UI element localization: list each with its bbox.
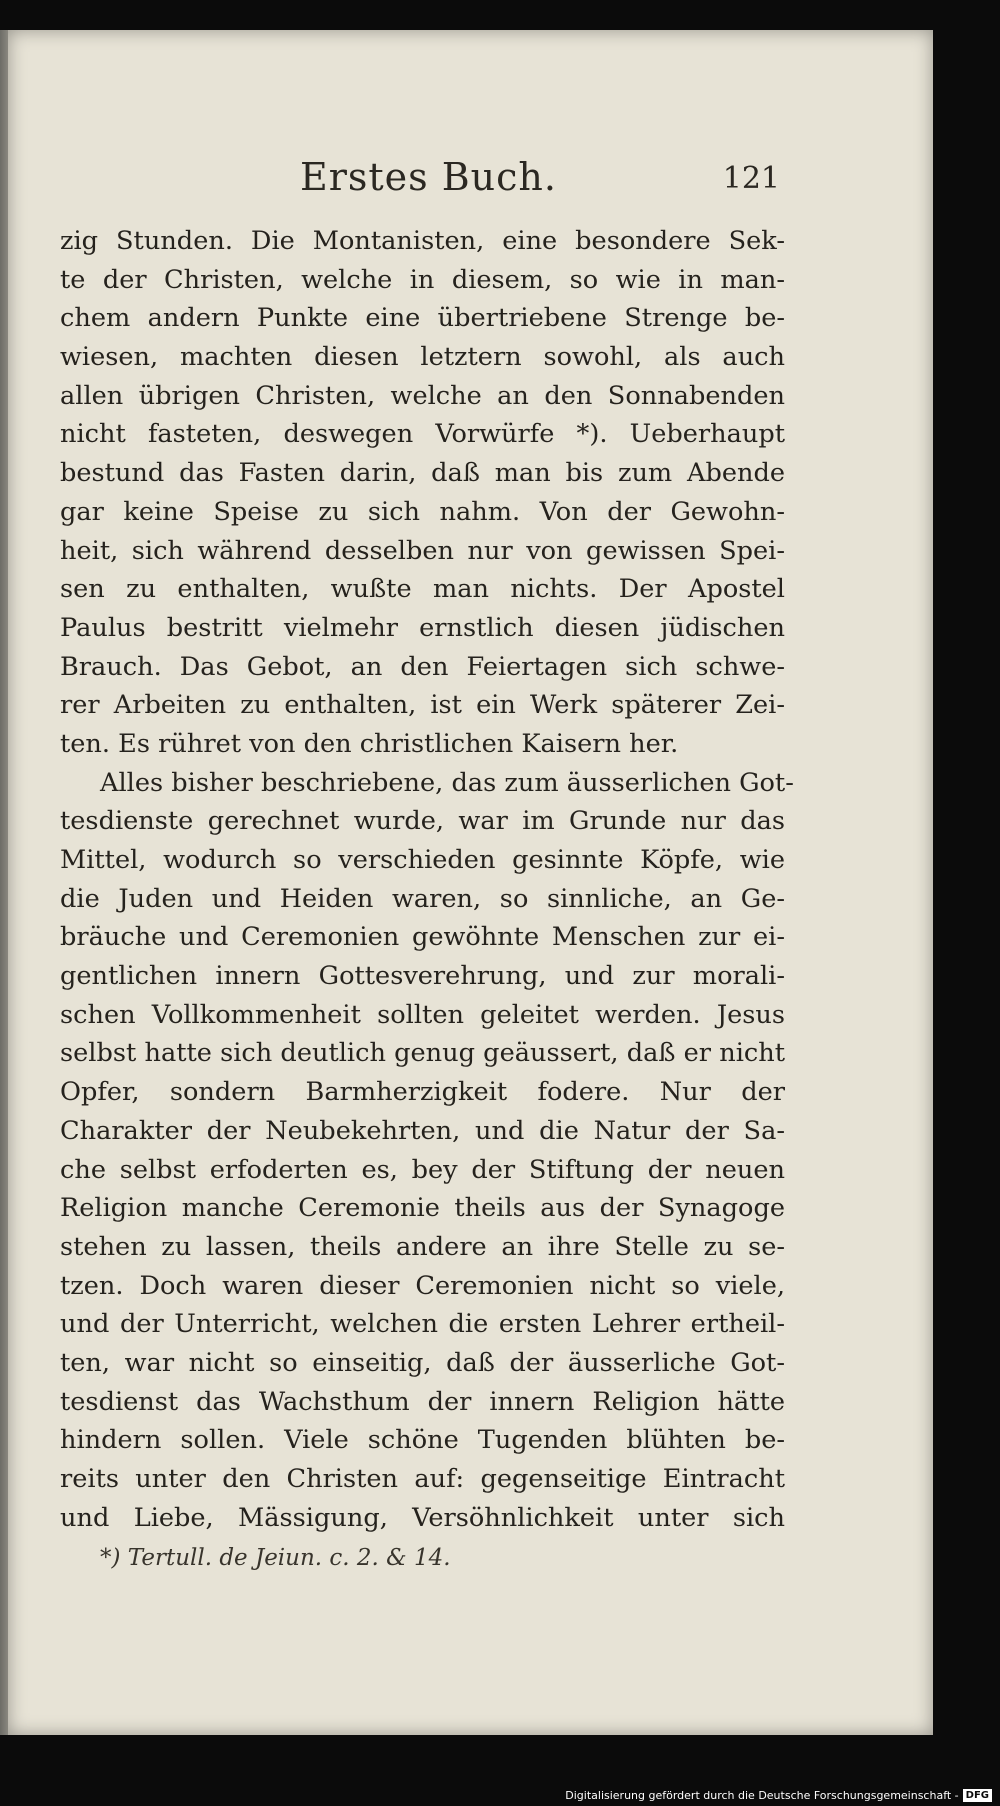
text-line: reits unter den Christen auf: gegenseitige Eintracht [60,1464,785,1494]
text-line: tesdienste gerechnet wurde, war im Grunde nur das [60,806,785,837]
scan-border [0,1735,1000,1780]
text-line: sen zu enthalten, wußte man nichts. Der Apostel [60,574,785,605]
text-line: hindern sollen. Viele schöne Tugenden blühten be- [60,1425,785,1456]
text-line: wiesen, machten diesen letztern sowohl, als auch [60,342,785,373]
text-line: die Juden und Heiden waren, so sinnliche, an Ge- [60,883,785,914]
text-line: nicht fasteten, deswegen Vorwürfe *). Ueberhaupt [60,419,785,450]
text-line: che selbst erfoderten es, bey der Stiftung der neuen [60,1154,785,1185]
text-line: schen Vollkommenheit sollten geleitet werden. Jesus [60,999,785,1030]
text-line: rer Arbeiten zu enthalten, ist ein Werk späterer Zei- [60,690,785,721]
credit-text: Digitalisierung gefördert durch die Deutsche Forschungsgemeinschaft - [565,1789,959,1802]
digitization-credit [565,1789,992,1802]
text-line: te der Christen, welche in diesem, so wie in man- [60,264,785,295]
text-line: stehen zu lassen, theils andere an ihre Stelle zu se- [60,1231,785,1262]
text-line: Paulus bestritt vielmehr ernstlich diesen jüdischen [60,612,785,643]
dfg-logo: DFG [963,1789,992,1802]
running-title: Erstes Buch. [300,155,557,199]
text-line: tesdienst das Wachsthum der innern Religion hätte [60,1386,785,1417]
text-line: zig Stunden. Die Montanisten, eine besondere Sek- [60,226,785,256]
text-line: gar keine Speise zu sich nahm. Von der Gewohn- [60,496,785,527]
text-line: und Liebe, Mässigung, Versöhnlichkeit unter sich [60,1502,785,1533]
body-text [60,222,794,1537]
text-line: Alles bisher beschriebene, das zum äusserlichen Got- [100,767,794,798]
text-line: Opfer, sondern Barmherzigkeit fodere. Nur der [60,1077,785,1108]
text-line: bräuche und Ceremonien gewöhnte Menschen zur ei- [60,922,785,953]
text-line: tzen. Doch waren dieser Ceremonien nicht so viele, [60,1270,785,1301]
text-line: Brauch. Das Gebot, an den Feiertagen sich schwe- [60,651,785,682]
text-line: chem andern Punkte eine übertriebene Strenge be- [60,303,785,334]
text-line: Charakter der Neubekehrten, und die Natur der Sa- [60,1115,785,1146]
text-line: Mittel, wodurch so verschieden gesinnte Köpfe, wie [60,845,785,875]
text-line: bestund das Fasten darin, daß man bis zum Abende [60,458,785,489]
footnote: *) Tertull. de Jeiun. c. 2. & 14. [100,1545,451,1571]
text-line: Religion manche Ceremonie theils aus der Synagoge [60,1193,785,1224]
text-line: gentlichen innern Gottesverehrung, und zur morali- [60,961,785,992]
text-line: und der Unterricht, welchen die ersten Lehrer ertheil- [60,1309,785,1340]
text-line: ten. Es rühret von den christlichen Kaisern her. [60,728,679,759]
text-line: selbst hatte sich deutlich genug geäussert, daß er nicht [60,1038,785,1069]
page-number: 121 [722,161,780,196]
running-header [60,155,780,215]
text-line: ten, war nicht so einseitig, daß der äusserliche Got- [60,1347,785,1378]
text-line: allen übrigen Christen, welche an den Sonnabenden [60,380,785,411]
text-line: heit, sich während desselben nur von gewissen Spei- [60,535,785,566]
